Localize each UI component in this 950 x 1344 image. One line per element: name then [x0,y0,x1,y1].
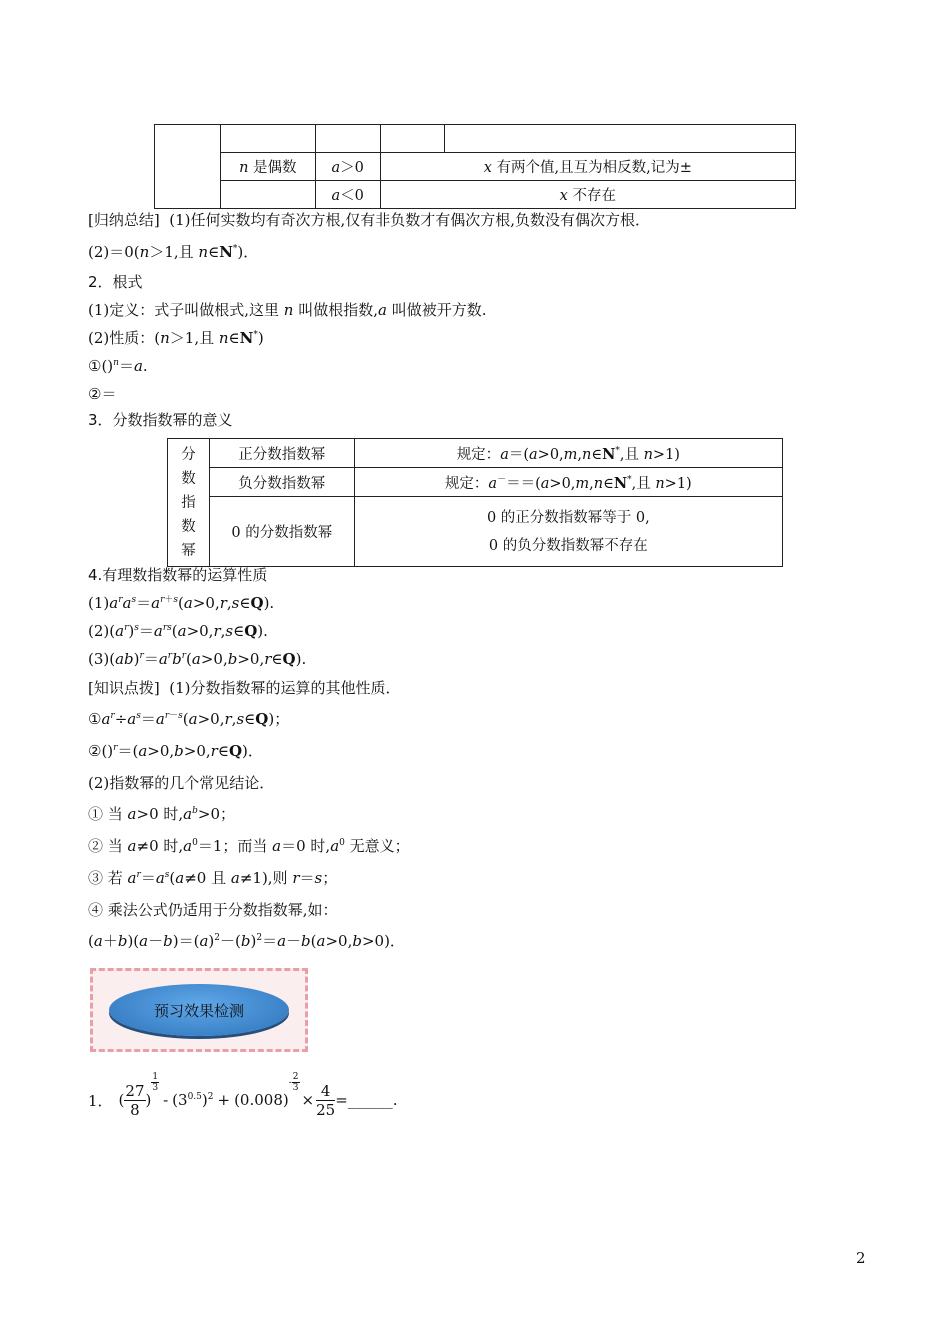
fraction-exponent-table [167,438,783,567]
section2-property: (2)性质：(n＞1,且 n∈N*) [88,329,264,347]
section2-definition: (1)定义：式子叫做根式,这里 n 叫做根指数,a 叫做被开方数. [88,301,487,319]
tips-conclusion5: $(a+b)(a-b)=(a)^2-(b)^2=a-b(a>0,b>0)$． [88,932,405,950]
row-positive-rule: 规定：a＝(a>0,m,n∈N*,且 n>1) [354,439,782,468]
tips-p2: (2)指数幂的几个常见结论． [88,774,275,792]
preview-banner [90,968,308,1052]
answer-blank[interactable]: =______. [335,1091,398,1109]
section3-heading: 3．分数指数幂的意义 [88,411,233,429]
section4-p3: $(3)(ab)^r=a^rb^r(a>0,b>0,r\in Q)$. [88,650,307,668]
table-cell-two-values: x 有两个值,且互为相反数,记为± [380,153,795,181]
row-zero-rule: 0 的正分数指数幂等于 0, 0 的负分数指数幂不存在 [354,497,782,567]
question-number: 1． [88,1091,113,1110]
summary-p1: [归纳总结] (1)任何实数均有奇次方根,仅有非负数才有偶次方根,负数没有偶次方根． [88,211,651,229]
table-cell-not-exist: x 不存在 [380,181,795,209]
table-cell-a-positive: a＞0 [315,153,380,181]
section4-p1: $(1)a^ra^s=a^{r+s}(a>0,r,s\in Q)$. [88,594,275,612]
row-negative-name: 负分数指数幂 [209,468,354,497]
tips-p1: [知识点拨] (1)分数指数幂的运算的其他性质． [88,679,401,697]
question-1: 1． ( $\frac{27}{8}$ ) $\frac{1}{3}$ - $(3^{0.5})^2$ + (0.008) - $\frac{2}{3}$ × $\frac{4}{25}$ =______. [88,1071,398,1119]
tips-conclusion4: ④ 乘法公式仍适用于分数指数幂,如： [88,901,338,919]
tips-item2: ②()$^r$＝(a>0,b>0,r∈Q)． [88,742,263,760]
section2-heading: 2．根式 [88,273,143,291]
banner-ellipse [109,984,289,1036]
row-positive-name: 正分数指数幂 [209,439,354,468]
section4-p2: $(2)(a^r)^s=a^{rs}(a>0,r,s\in Q)$. [88,622,268,640]
tips-conclusion3: ③ 若 $a^r=a^s(a\ne 0$ 且 a≠1),则 r＝s； [88,869,338,887]
row-negative-rule: 规定：a－＝＝(a>0,m,n∈N*,且 n>1) [354,468,782,497]
section4-heading: 4.有理数指数幂的运算性质 [88,566,268,584]
tips-conclusion1: ① 当 a>0 时$,a^b>0$； [88,805,235,823]
section2-item2: ②＝ [88,385,117,403]
section2-item1: ①()$^n$＝a. [88,357,148,375]
page-number: 2 [856,1249,866,1267]
row-zero-name: 0 的分数指数幂 [209,497,354,567]
table-cell-n-even: n 是偶数 [220,153,315,181]
table-side-label: 分 数 指 数 幂 [168,439,210,567]
tips-item1: $①a^r\div a^s=a^{r-s}(a>0,r,s\in Q)$； [88,710,290,728]
table-side-cell [155,125,221,209]
summary-p2: (2)＝0(n＞1,且 n∈N*)． [88,243,259,261]
tips-conclusion2: ② 当 a≠0 时$,a^0=1$；而当 a＝0 时$,a^0$ 无意义； [88,837,410,855]
top-table [154,124,796,209]
banner-label: 预习效果检测 [153,1001,244,1020]
table-cell-a-negative: a＜0 [315,181,380,209]
